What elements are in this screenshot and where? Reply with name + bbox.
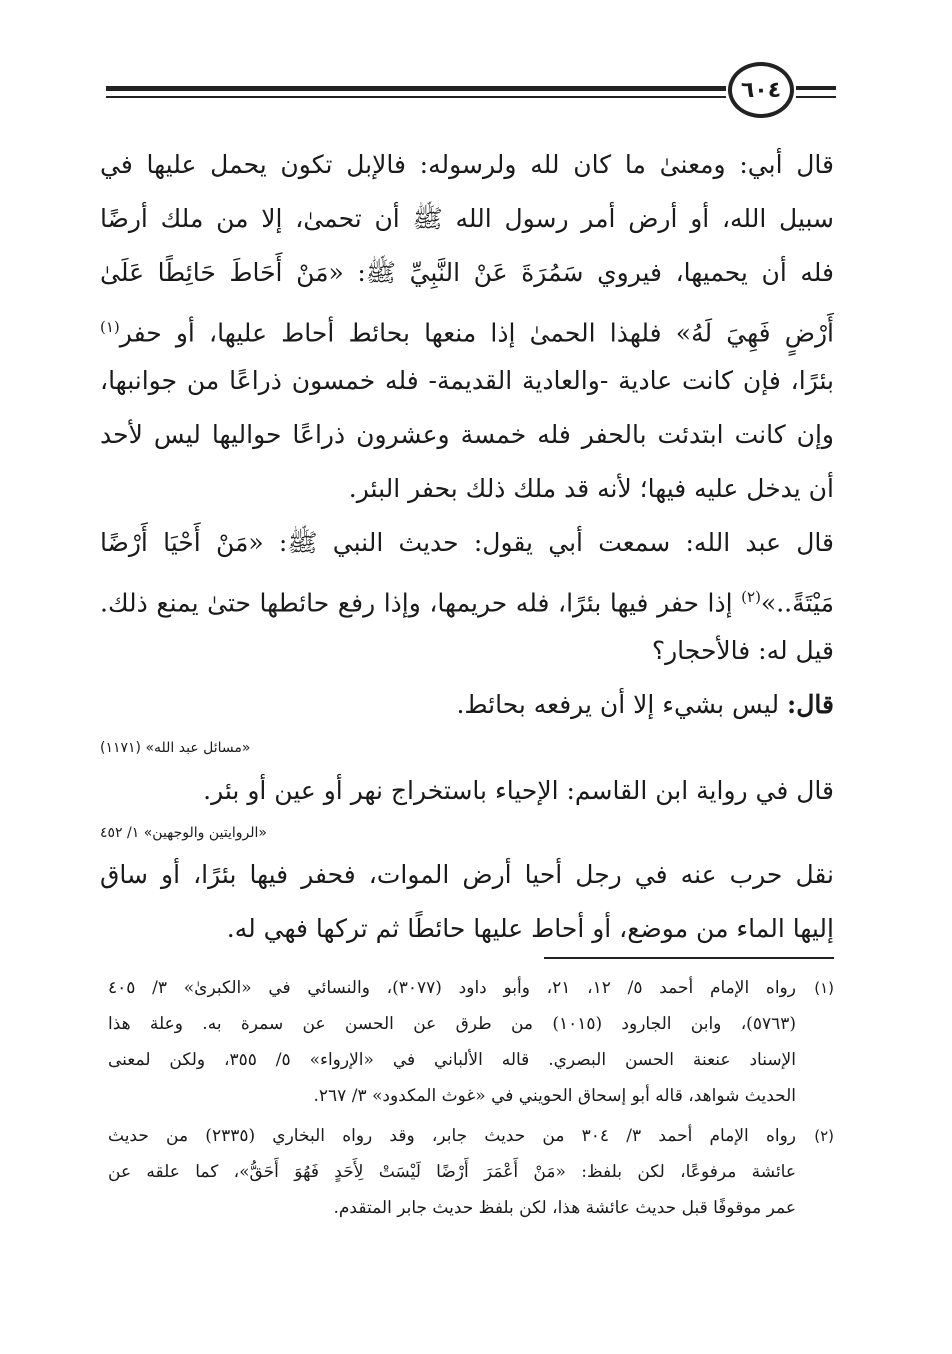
footnote-line: عائشة مرفوعًا، لكن بلفظ: «مَنْ أَعْمَرَ أَرْضًا لَيْسَتْ لِأَحَدٍ فَهُوَ أَحَقُّ»، كما علقه عن [108, 1162, 796, 1182]
text-line [100, 246, 834, 300]
footnote-marker: (٢) [741, 588, 761, 606]
text-line-content: مَيْتَةً..» [760, 588, 834, 618]
speaker-label: قال: [787, 690, 834, 719]
text-line-content: وإن كانت ابتدئت بالحفر فله خمسة وعشرون ذراعًا حواليها ليس لأحد [100, 420, 834, 449]
text-line [100, 678, 834, 732]
text-line [100, 192, 834, 246]
footnote-line: رواه الإمام أحمد ٥/ ١٢، ٢١، وأبو داود (٣٠٧٧)، والنسائي في «الكبرىٰ» ٣/ ٤٠٥ [108, 978, 796, 998]
text-line [100, 848, 834, 902]
text-line [100, 408, 834, 462]
footnote-number: (١) [814, 979, 834, 997]
text-line [100, 462, 834, 516]
header-rule-right-thin [796, 96, 836, 98]
footnote-marker: (١) [100, 318, 120, 336]
footnote-line: رواه الإمام أحمد ٣/ ٣٠٤ من حديث جابر، وقد رواه البخاري (٢٣٣٥) من حديث [108, 1126, 797, 1146]
question-text: قيل له: فالأحجار؟ [651, 636, 834, 665]
header-rule-right [796, 86, 836, 90]
footnotes [108, 970, 834, 1226]
footnote-body [108, 970, 796, 1114]
header-rule-thin [106, 96, 726, 98]
page-number: ٦٠٤ [728, 62, 794, 118]
footnote-line: عمر موقوفًا قبل حديث عائشة هذا، لكن بلفظ حديث جابر المتقدم. [333, 1198, 796, 1218]
text-line-content: أن يدخل عليه فيها؛ لأنه قد ملك ذلك بحفر البئر. [348, 474, 834, 503]
source-reference-text: «مسائل عبد الله» (١١٧١) [100, 740, 251, 756]
source-reference-text: «الروايتين والوجهين» ١/ ٤٥٢ [100, 825, 267, 841]
text-line [100, 764, 834, 818]
text-line-content: إليها الماء من موضع، أو أحاط عليها حائطًا ثم تركها فهي له. [226, 914, 834, 943]
text-line [100, 300, 834, 354]
footnote-number: (٢) [814, 1127, 834, 1145]
source-reference [100, 732, 834, 764]
text-line [100, 138, 834, 192]
text-line-content: أَرْضٍ فَهِيَ لَهُ» فلهذا الحمىٰ إذا منعها بحائط أحاط عليها، أو حفر [119, 318, 834, 348]
text-line-content: نقل حرب عنه في رجل أحيا أرض الموات، فحفر فيها بئرًا، أو ساق [100, 860, 834, 889]
text-line [100, 570, 834, 624]
text-line [100, 902, 834, 956]
answer-text: ليس بشيء إلا أن يرفعه بحائط. [456, 690, 788, 719]
footnote-line: (٥٧٦٣)، وابن الجارود (١٠١٥) من طرق عن الحسن عن سمرة به. وعلة هذا [108, 1014, 796, 1034]
source-reference [100, 818, 834, 848]
text-line-content: قال أبي: ومعنىٰ ما كان لله ولرسوله: فالإبل تكون يحمل عليها في [100, 150, 834, 179]
text-line-content: قال عبد الله: سمعت أبي يقول: حديث النبي ﷺ: «مَنْ أَحْيَا أَرْضًا [100, 528, 834, 557]
footnote-line: الإسناد عنعنة الحسن البصري. قاله الألباني في «الإرواء» ٥/ ٣٥٥، ولكن لمعنى [108, 1050, 796, 1070]
footnote [108, 1118, 834, 1226]
footnote-separator [544, 957, 834, 959]
main-text [100, 138, 834, 956]
footnote-body [108, 1118, 796, 1226]
text-line-content: إذا حفر فيها بئرًا، فله حريمها، وإذا رفع حائطها حتىٰ يمنع ذلك. [100, 588, 733, 618]
text-line-content: بئرًا، فإن كانت عادية -والعادية القديمة- فله خمسون ذراعًا من جوانبها، [100, 366, 834, 395]
text-line-content: سبيل الله، أو أرض أمر رسول الله ﷺ أن تحمىٰ، إلا من ملك أرضًا [100, 204, 834, 233]
text-line-content: قال في رواية ابن القاسم: الإحياء باستخراج نهر أو عين أو بئر. [203, 776, 834, 805]
text-line [100, 624, 834, 678]
header-rule-thick [106, 86, 726, 91]
text-line [100, 516, 834, 570]
footnote-line: الحديث شواهد، قاله أبو إسحاق الحويني في «غوث المكدود» ٣/ ٢٦٧. [313, 1086, 796, 1106]
text-line-content: فله أن يحميها، فيروي سَمُرَةَ عَنْ النَّبِيِّ ﷺ: «مَنْ أَحَاطَ حَائِطًا عَلَىٰ [100, 258, 834, 287]
text-line [100, 354, 834, 408]
footnote [108, 970, 834, 1114]
